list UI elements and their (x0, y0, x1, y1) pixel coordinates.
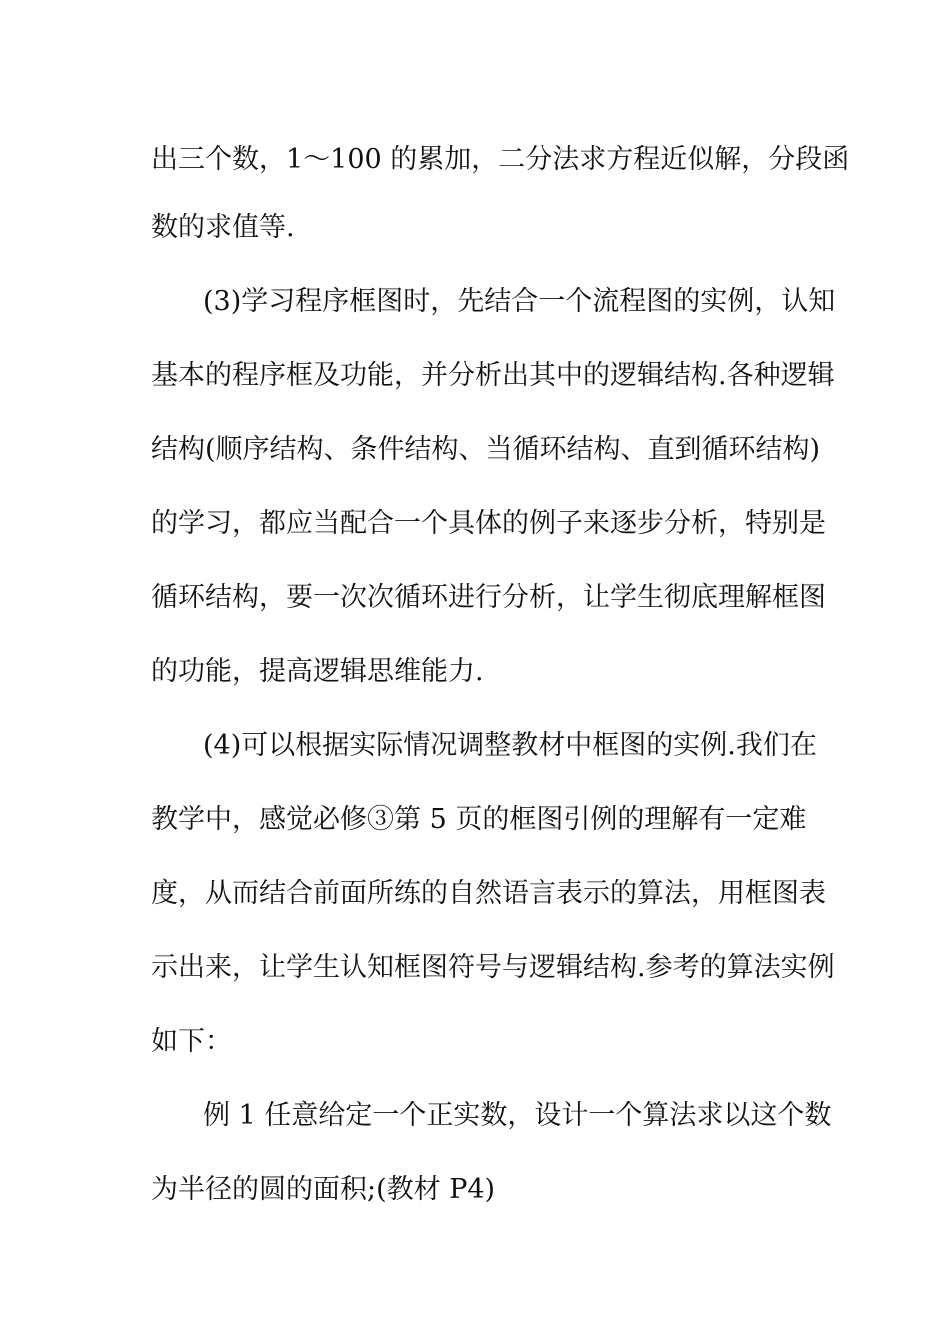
text-line: 循环结构，要一次次循环进行分析，让学生彻底理解框图 (151, 582, 826, 613)
text-line: 出三个数，1～100 的累加，二分法求方程近似解，分段函 (151, 144, 850, 175)
text-line: 的功能，提高逻辑思维能力. (151, 656, 484, 687)
text-line: 数的求值等. (151, 212, 295, 243)
text-line: 示出来，让学生认知框图符号与逻辑结构.参考的算法实例 (151, 952, 835, 983)
text-line: 为半径的圆的面积;(教材 P4) (151, 1174, 496, 1205)
example-line: 例 1 任意给定一个正实数，设计一个算法求以这个数 (203, 1100, 832, 1131)
text-line: 结构(顺序结构、条件结构、当循环结构、直到循环结构) (151, 434, 821, 465)
text-line: 基本的程序框及功能，并分析出其中的逻辑结构.各种逻辑 (151, 360, 835, 391)
text-line: 如下： (151, 1026, 232, 1057)
text-line: 教学中，感觉必修③第 5 页的框图引例的理解有一定难 (151, 804, 807, 835)
paragraph-line: (4)可以根据实际情况调整教材中框图的实例.我们在 (203, 730, 817, 761)
text-line: 的学习，都应当配合一个具体的例子来逐步分析，特别是 (151, 508, 826, 539)
text-line: 度，从而结合前面所练的自然语言表示的算法，用框图表 (151, 878, 826, 909)
paragraph-line: (3)学习程序框图时，先结合一个流程图的实例，认知 (203, 286, 836, 317)
